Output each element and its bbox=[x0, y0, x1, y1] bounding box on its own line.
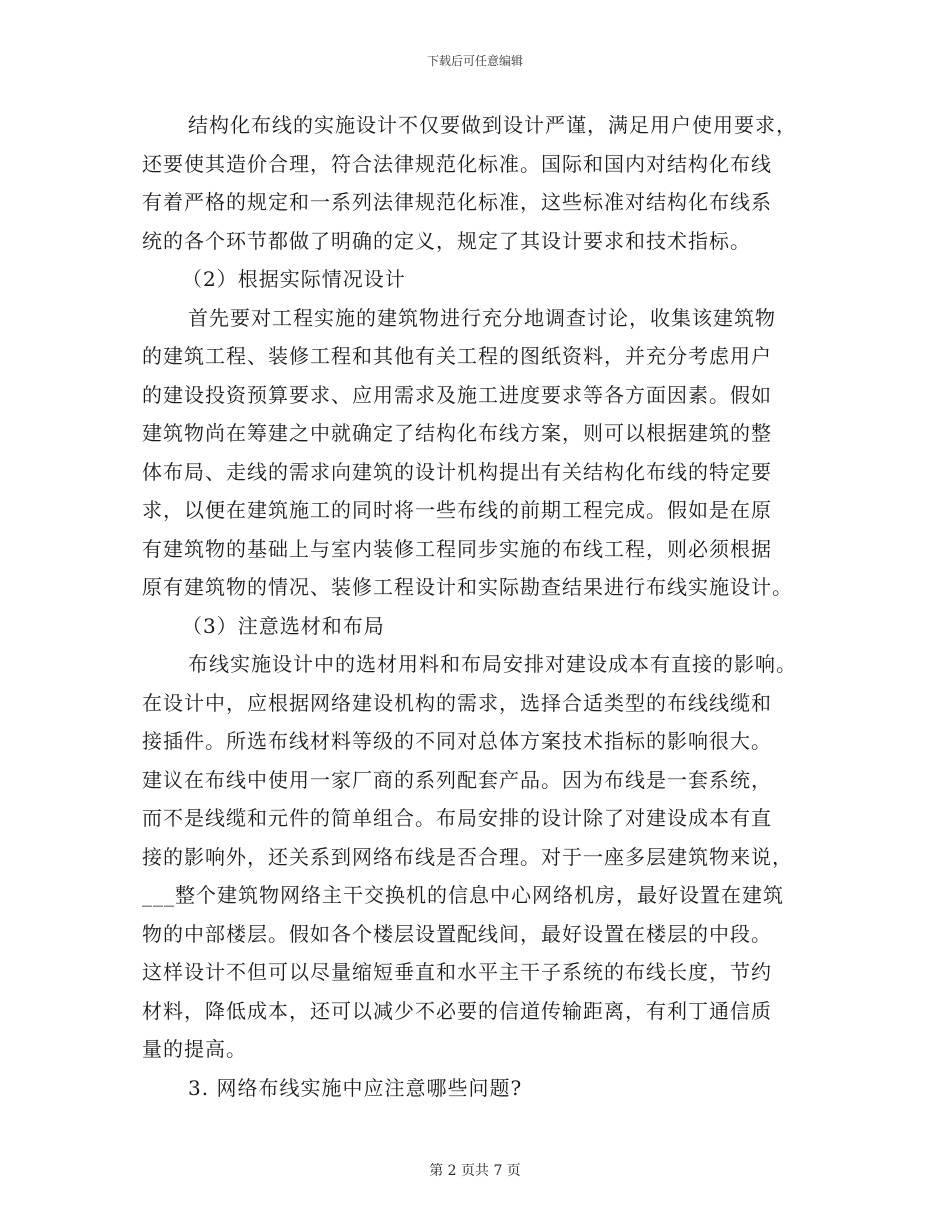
paragraph-line: 这样设计不但可以尽量缩短垂直和水平主干子系统的布线长度，节约 bbox=[142, 960, 772, 984]
paragraph-line: 原有建筑物的情况、装修工程设计和实际勘查结果进行布线实施设计。 bbox=[142, 575, 793, 599]
paragraph-line: 在设计中，应根据网络建设机构的需求，选择合适类型的布线线缆和 bbox=[142, 690, 772, 715]
paragraph-line: 接的影响外，还关系到网络布线是否合理。对于一座多层建筑物来说， bbox=[142, 844, 793, 869]
paragraph-line: 布线实施设计中的选材用料和布局安排对建设成本有直接的影响。 bbox=[188, 652, 797, 676]
paragraph-line: 量的提高。 bbox=[142, 1037, 247, 1061]
paragraph-line: 还要使其造价合理，符合法律规范化标准。国际和国内对结构化布线 bbox=[142, 151, 772, 176]
paragraph-line: 有着严格的规定和一系列法律规范化标准，这些标准对结构化布线系 bbox=[142, 190, 772, 214]
paragraph-line: 接插件。所选布线材料等级的不同对总体方案技术指标的影响很大。 bbox=[142, 729, 772, 753]
section-heading: （2）根据实际情况设计 bbox=[182, 267, 406, 291]
paragraph-line: 建筑物尚在筹建之中就确定了结构化布线方案，则可以根据建筑的整 bbox=[142, 421, 772, 445]
paragraph-line: 物的中部楼层。假如各个楼层设置配线间，最好设置在楼层的中段。 bbox=[142, 921, 772, 946]
paragraph-line: 首先要对工程实施的建筑物进行充分地调查讨论，收集该建筑物 bbox=[188, 305, 776, 330]
paragraph-line: 体布局、走线的需求向建筑的设计机构提出有关结构化布线的特定要 bbox=[142, 459, 772, 484]
paragraph-line: 材料，降低成本，还可以减少不必要的信道传输距离，有利丁通信质 bbox=[142, 998, 772, 1023]
paragraph-line: 而不是线缆和元件的简单组合。布局安排的设计除了对建设成本有直 bbox=[142, 806, 772, 830]
paragraph-line: 统的各个环节都做了明确的定义，规定了其设计要求和技术指标。 bbox=[142, 228, 751, 253]
document-body bbox=[142, 106, 822, 1107]
paragraph-line: 求，以便在建筑施工的同时将一些布线的前期工程完成。假如是在原 bbox=[142, 498, 772, 522]
page-number: 第 2 页共 7 页 bbox=[429, 1163, 521, 1179]
paragraph-line: 有建筑物的基础上与室内装修工程同步实施的布线工程，则必须根据 bbox=[142, 536, 772, 561]
paragraph-line: ___整个建筑物网络主干交换机的信息中心网络机房，最好设置在建筑 bbox=[142, 883, 784, 907]
paragraph-line: 的建筑工程、装修工程和其他有关工程的图纸资料，并充分考虑用户 bbox=[142, 344, 772, 368]
paragraph-line: 建议在布线中使用一家厂商的系列配套产品。因为布线是一套系统， bbox=[142, 767, 772, 792]
section-heading: （3）注意选材和布局 bbox=[182, 613, 385, 638]
page-header: 下载后可任意编辑 bbox=[426, 54, 523, 68]
paragraph-line: 的建设投资预算要求、应用需求及施工进度要求等各方面因素。假如 bbox=[142, 382, 772, 407]
paragraph-line: 结构化布线的实施设计不仅要做到设计严谨，满足用户使用要求， bbox=[188, 113, 797, 137]
question-heading: 3. 网络布线实施中应注意哪些问题? bbox=[188, 1075, 523, 1100]
